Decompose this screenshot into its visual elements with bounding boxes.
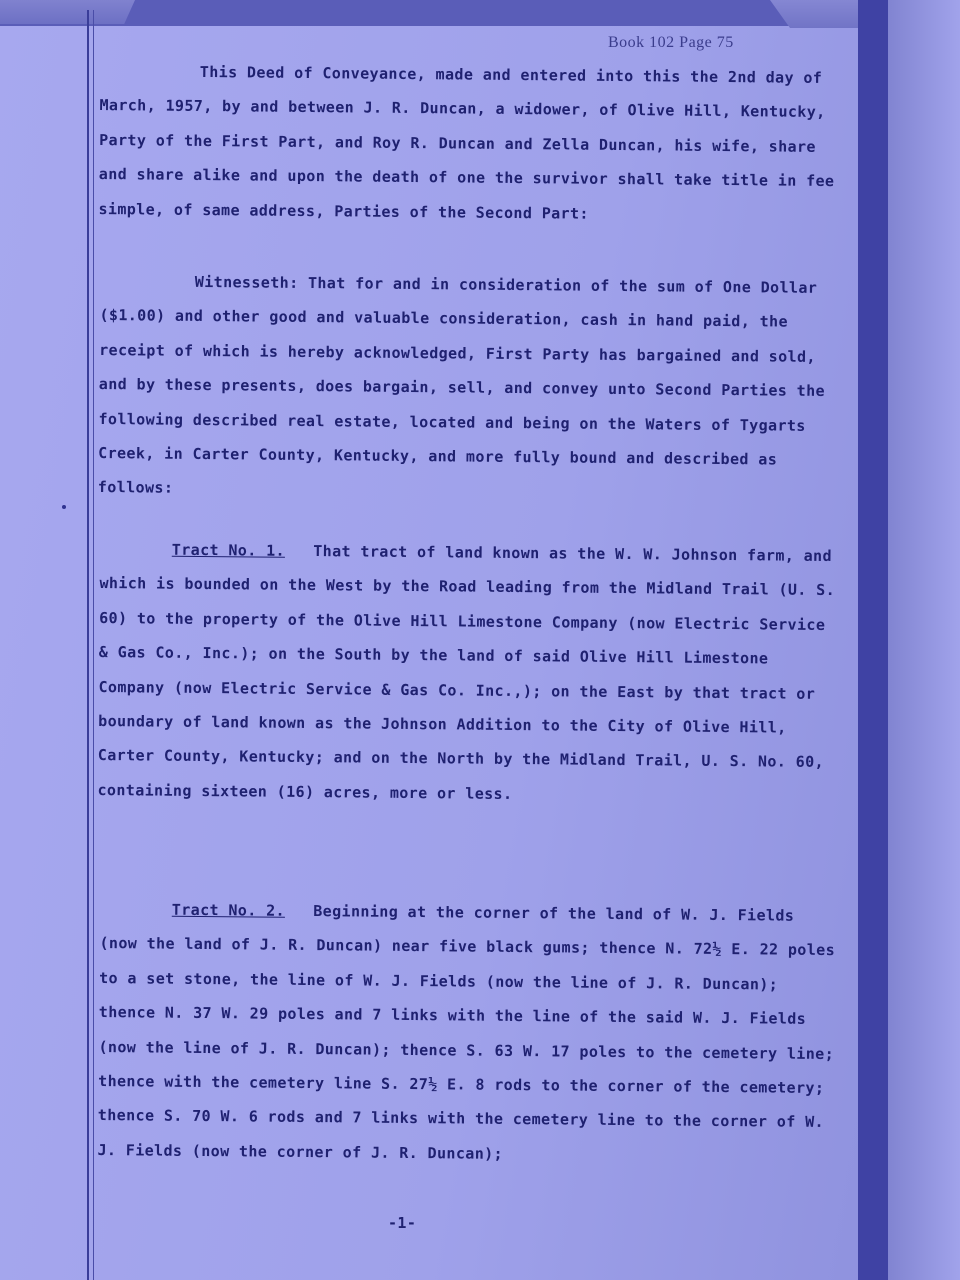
page-number: -1-	[388, 1214, 417, 1232]
tract-1-paragraph	[97, 532, 845, 814]
tract-1-heading: Tract No. 1.	[171, 540, 286, 560]
tract-2-heading: Tract No. 2.	[171, 900, 286, 920]
tract-1-text: That tract of land known as the W. W. Johnson farm, and which is bounded on the West by the Road leading from the Midland Trail (U. S. 60) to the property of the Olive Hill Limestone Company (now Electric Service & Gas Co., Inc.); on the South by the land of said Olive Hill Limestone Company (now Electric Service & Gas Co. Inc.,); on the East by that tract or boundary of land known as the Johnson Addition to the City of Olive Hill, Carter County, Kentucky; and on the North by the Midland Trail, U. S. No. 60, containing sixteen (16) acres, more or less.	[97, 542, 845, 803]
opening-text: This Deed of Conveyance, made and entered into this the 2nd day of March, 1957, by and between J. R. Duncan, a widower, of Olive Hill, Kentucky, Party of the First Part, and Roy R. Duncan and Zella Duncan, his wife, share and share alike and upon the death of one the survivor shall take title in fee simple, of same address, Parties of the Second Part:	[98, 62, 844, 223]
witnesseth-paragraph	[98, 264, 840, 512]
margin-rule-inner	[93, 10, 94, 1280]
tract-2-paragraph	[97, 892, 845, 1174]
deed-page	[97, 14, 845, 1264]
book-outer-edge	[888, 0, 960, 1280]
opening-paragraph	[98, 54, 844, 233]
book-spine-edge	[858, 0, 888, 1280]
witnesseth-text: Witnesseth: That for and in consideration of the sum of One Dollar ($1.00) and other good and valuable consideration, cash in hand paid, the receipt of which is hereby acknowledged, First Party has bargained and sold, and by these presents, does bargain, sell, and convey unto Second Parties the following described real estate, located and being on the Waters of Tygarts Creek, in Carter County, Kentucky, and more fully bound and described as follows:	[97, 272, 835, 498]
book-page-reference: Book 102 Page 75	[608, 34, 734, 51]
ink-dot	[62, 505, 66, 509]
tract-2-text: Beginning at the corner of the land of W. J. Fields (now the land of J. R. Duncan) near five black gums; thence N. 72½ E. 22 poles to a set stone, the line of W. J. Fields (now the line of J. R. Duncan); thence N. 37 W. 29 poles and 7 links with the line of the said W. J. Fields (now the line of J. R. Duncan); thence S. 63 W. 17 poles to the cemetery line; thence with the cemetery line S. 27½ E. 8 rods to the corner of the cemetery; thence S. 70 W. 6 rods and 7 links with the cemetery line to the corner of W. J. Fields (now the corner of J. R. Duncan);	[97, 902, 845, 1163]
margin-rule	[87, 10, 89, 1280]
